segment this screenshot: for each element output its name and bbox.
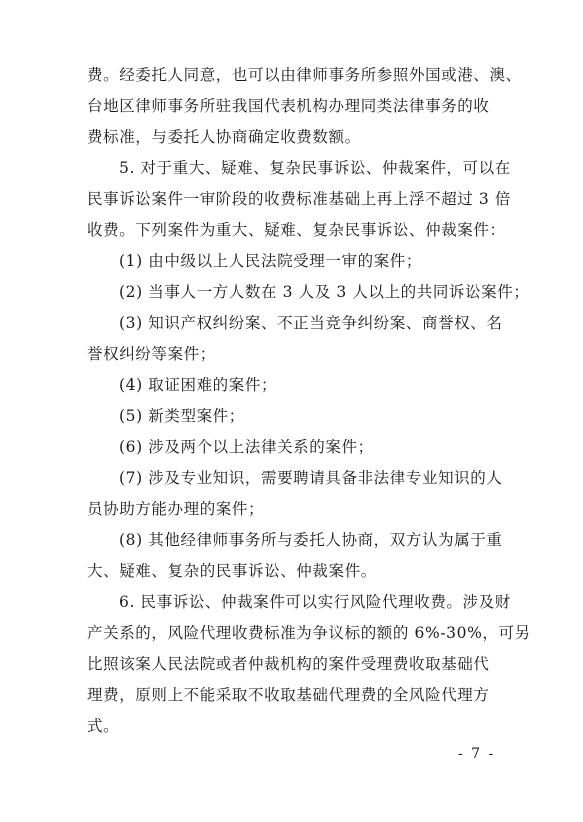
text-line: 民事诉讼案件一审阶段的收费标准基础上再上浮不超过 3 倍 — [87, 190, 512, 208]
text-line: (6) 涉及两个以上法律关系的案件； — [119, 438, 374, 456]
text-line: (2) 当事人一方人数在 3 人及 3 人以上的共同诉讼案件； — [119, 283, 530, 301]
text-line: 理费，原则上不能采取不收取基础代理费的全风险代理方 — [87, 686, 490, 704]
text-line: 收费。下列案件为重大、疑难、复杂民事诉讼、仲裁案件： — [87, 221, 506, 239]
text-line: 费标准，与委托人协商确定收费数额。 — [87, 128, 361, 146]
text-line: 比照该案人民法院或者仲裁机构的案件受理费收取基础代 — [87, 655, 490, 673]
text-line: 式。 — [87, 717, 120, 735]
text-line: 员协助方能办理的案件； — [87, 500, 265, 518]
text-line: (5) 新类型案件； — [119, 407, 245, 425]
text-line: 大、疑难、复杂的民事诉讼、仲裁案件。 — [87, 562, 377, 580]
text-line: 产关系的，风险代理收费标准为争议标的额的 6%-30%，可另 — [87, 624, 531, 642]
text-line: (7) 涉及专业知识，需要聘请具备非法律专业知识的人 — [119, 469, 503, 487]
text-line: 台地区律师事务所驻我国代表机构办理同类法律事务的收 — [87, 97, 490, 115]
text-line: (8) 其他经律师事务所与委托人协商，双方认为属于重 — [119, 531, 503, 549]
text-line: 誉权纠纷等案件； — [87, 345, 216, 363]
text-line: (3) 知识产权纠纷案、不正当竞争纠纷案、商誉权、名 — [119, 314, 503, 332]
text-line: (4) 取证困难的案件； — [119, 376, 278, 394]
page-number: - 7 - — [458, 746, 496, 762]
text-line: 5. 对于重大、疑难、复杂民事诉讼、仲裁案件，可以在 — [119, 159, 511, 177]
text-line: 6. 民事诉讼、仲裁案件可以实行风险代理收费。涉及财 — [119, 593, 511, 611]
document-body — [87, 60, 531, 742]
text-line: (1) 由中级以上人民法院受理一审的案件； — [119, 252, 422, 270]
text-line: 费。经委托人同意，也可以由律师事务所参照外国或港、澳、 — [87, 66, 522, 84]
